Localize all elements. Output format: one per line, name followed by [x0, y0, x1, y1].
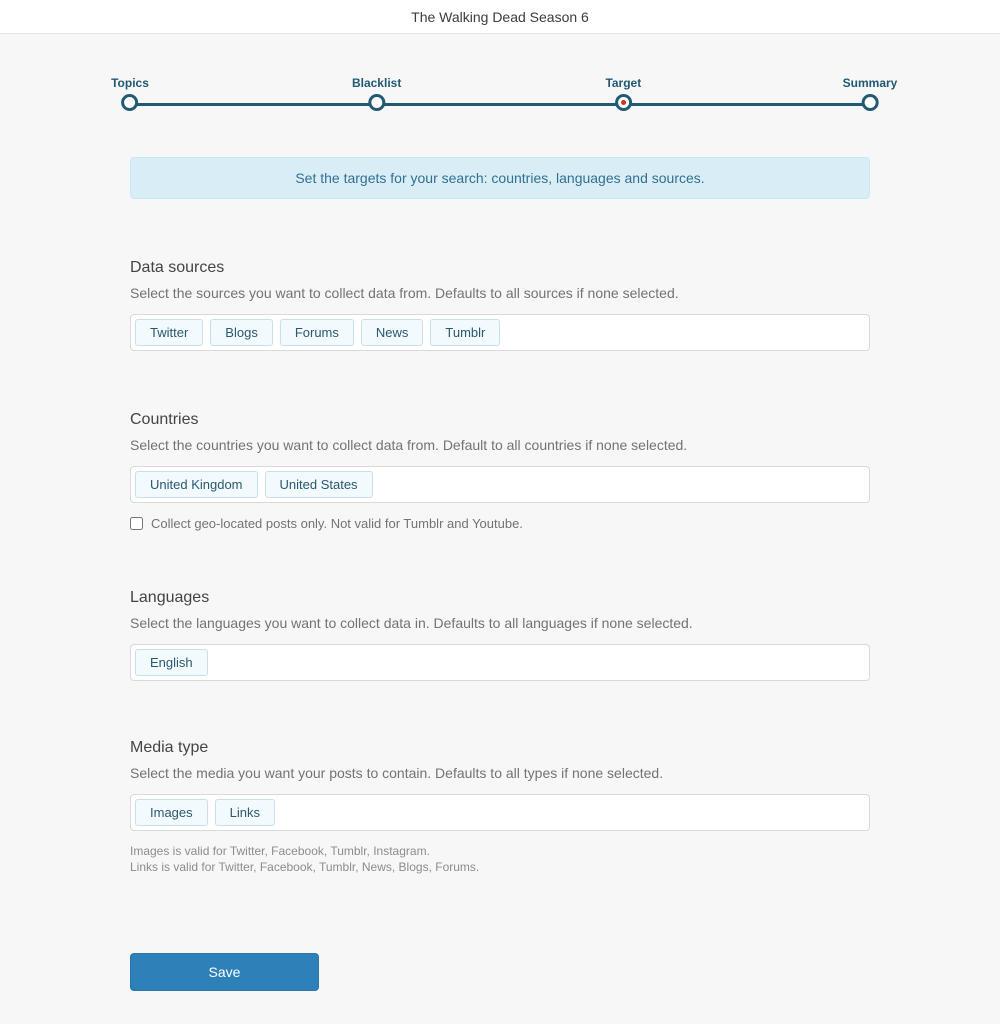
tag-chip[interactable]: Links [215, 799, 275, 826]
step-circle-icon [122, 94, 139, 111]
geo-located-checkbox-row[interactable] [130, 516, 870, 531]
step-label: Target [605, 76, 642, 90]
tag-chip[interactable]: Blogs [210, 319, 273, 346]
step-label: Summary [842, 76, 898, 90]
wizard-stepper [111, 76, 898, 114]
tag-chip[interactable]: United States [265, 471, 373, 498]
section-countries [130, 411, 870, 531]
save-button[interactable]: Save [130, 953, 319, 991]
tag-chip[interactable]: English [135, 649, 208, 676]
tag-chip[interactable]: News [361, 319, 424, 346]
step-topics[interactable] [111, 76, 149, 111]
section-title: Countries [130, 411, 199, 428]
info-banner [130, 157, 870, 199]
section-description: Select the sources you want to collect data from. Defaults to all sources if none selected. [130, 285, 679, 301]
main-content [111, 76, 898, 991]
step-circle-icon [615, 94, 632, 111]
stepper-line [130, 103, 870, 106]
geo-located-checkbox[interactable] [130, 517, 143, 530]
countries-tag-input[interactable] [130, 466, 870, 503]
section-description: Select the media you want your posts to contain. Defaults to all types if none selected. [130, 765, 664, 781]
tag-chip[interactable]: Images [135, 799, 208, 826]
section-description: Select the languages you want to collect data in. Defaults to all languages if none selected. [130, 615, 693, 631]
info-banner-text: Set the targets for your search: countries, languages and sources. [295, 170, 705, 186]
media-note-links: Links is valid for Twitter, Facebook, Tumblr, News, Blogs, Forums. [130, 860, 480, 874]
media-type-tag-input[interactable] [130, 794, 870, 831]
top-bar [0, 0, 1000, 34]
step-label: Blacklist [351, 76, 402, 90]
step-summary[interactable] [843, 76, 898, 111]
step-target[interactable] [605, 76, 641, 111]
tag-chip[interactable]: United Kingdom [135, 471, 258, 498]
step-blacklist[interactable] [352, 76, 401, 111]
step-circle-icon [368, 94, 385, 111]
page-title: The Walking Dead Season 6 [411, 8, 589, 25]
tag-chip[interactable]: Forums [280, 319, 354, 346]
geo-located-checkbox-label[interactable]: Collect geo-located posts only. Not valid for Tumblr and Youtube. [151, 516, 523, 531]
active-dot-icon [621, 100, 626, 105]
data-sources-tag-input[interactable] [130, 314, 870, 351]
section-languages [130, 589, 870, 681]
section-media-type [130, 739, 870, 875]
section-title: Languages [130, 589, 210, 606]
section-title: Media type [130, 739, 209, 756]
section-title: Data sources [130, 259, 225, 276]
section-description: Select the countries you want to collect data from. Default to all countries if none selected. [130, 437, 688, 453]
step-circle-icon [861, 94, 878, 111]
section-data-sources [130, 259, 870, 351]
media-note-images: Images is valid for Twitter, Facebook, Tumblr, Instagram. [130, 844, 430, 858]
media-type-notes [130, 843, 870, 875]
step-label: Topics [111, 76, 149, 90]
languages-tag-input[interactable] [130, 644, 870, 681]
tag-chip[interactable]: Twitter [135, 319, 203, 346]
tag-chip[interactable]: Tumblr [430, 319, 500, 346]
